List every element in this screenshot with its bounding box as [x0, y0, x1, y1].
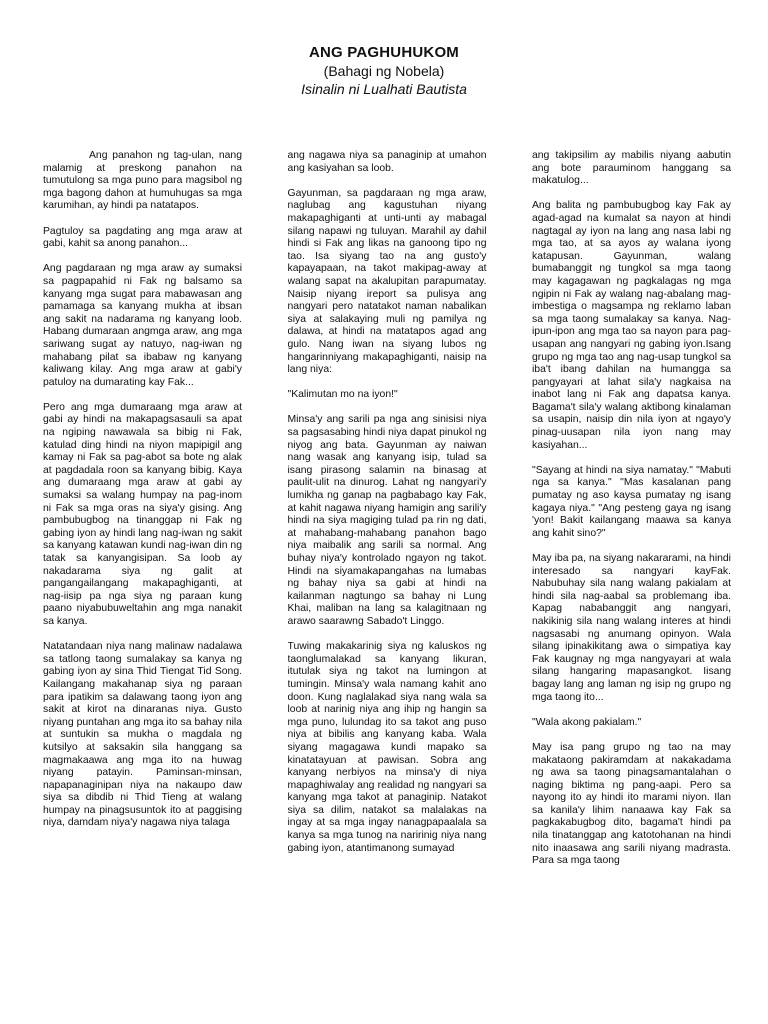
paragraph: "Wala akong pakialam." — [532, 716, 642, 728]
paragraph: ang nagawa niya sa panaginip at umahon ang kasiyahan sa loob. — [287, 150, 487, 174]
page-header — [0, 44, 768, 98]
paragraph: "Sayang at hindi na siya namatay." "Mabuti nga sa kanya." "Mas kasalanan pang pumatay ng aso kaysa pumatay ng isang kagaya niya." "Ang pesteng gaya ng isang 'yon! Bakit kailangang maawa sa kanya ang kahit sino?" — [532, 464, 731, 539]
paragraph: Tuwing makakarinig siya ng kaluskos ng taonglumalakad sa kanyang likuran, itutulak siya ng takot na lumingon at tumingin. Minsa'y wala namang kahit ano doon. Kung naglalakad siya nang wala sa loob at narinig niya ang ihip ng hangin sa mga puno, lulundag ito sa takot ang puso niya at bibilis ang kanyang kaba. Wala siyang magagawa kundi mapako sa kinatatayuan at pawisan. Sobra ang kanyang nerbiyos na minsa'y di niya mapaghiwalay ang realidad ng nangyari sa kanyang mga takot at panaginip. Natakot siya sa dilim, natakot sa malalakas na ingay at sa mga ingay nanagpapaalala sa kanya sa mga tunog na naririnig niya nang gabing iyon, atantimanong sumayad — [287, 641, 487, 854]
paragraph: May iba pa, na siyang nakararami, na hindi interesado sa nangyari kayFak. Nabubuhay sila nang walang pakialam at hindi sila nag-aabal sa problemang iba. Kapag nababanggit ang nangyari, nakikinig sila nang walang interes at hindi nagsasabi ng anumang opinyon. Wala silang ipinakikitang awa o simpatiya kay Fak kaugnay ng mga nangyayari at wala silang hangaring mapasangkot. Iisang bagay lang ang laman ng isip ng grupo ng mga taong ito... — [532, 553, 731, 703]
paragraph: May isa pang grupo ng tao na may makataong pakiramdam at nakakadama ng awa sa taong pinagsamantalahan o naging biktima ng pang-aapi. Pero sa nayong ito ay hindi ito marami niyon. Ilan sa kanila'y lihim nanaawa kay Fak sa pagkakabugbog dito, bagama't hindi pa nila tinatanggap ang katotohanan na hindi nito inaasawa ang sarili niyang madrasta. Para sa mga taong — [532, 741, 731, 867]
column-right — [532, 150, 731, 1020]
page-title: ANG PAGHUHUKOM — [308, 44, 460, 61]
paragraph: Pagtuloy sa pagdating ang mga araw at gabi, kahit sa anong panahon... — [43, 225, 242, 250]
paragraph: Natatandaan niya nang malinaw nadalawa sa tatlong taong sumalakay sa kanya ng gabing iyon ay sina Thid Tiengat Tid Song. Kailangang makahanap siya ng paraan para ipatikim sa dalawang taong iyon ang sakit at kirot na dinaranas niya. Gusto niyang puntahan ang mga ito sa bahay nila at suntukin sa mukha o magdala ng kutsilyo at saksakin sila hanggang sa magmakaawa ang mga ito na huwag niyang patayin. Paminsan-minsan, napapanaginipan niya na nakaupo daw siya sa dibdib ni Thid Tieng at walang humpay na pinagsusuntok ito at paggising niya, damdam niya'y nagawa niya talaga — [43, 641, 242, 829]
paragraph: Pero ang mga dumaraang mga araw at gabi ay hindi na makapagsasauli sa apat na ngiping nawawala sa bibig ni Fak, katulad ding hindi na niyon mapipigil ang kamay ni Fak sa pag-abot sa bote ng alak at pagdadala roon sa kanyang bibig. Kaya ang dumaraang mga araw at gabi ay sumaksi sa walang humpay na pag-inom ni Fak sa mga oras na siya'y gising. Ang pambubugbog na tinanggap ni Fak ng gabing iyon ay hindi lang nag-iwan ng sakit sa kanyang katawan kundi nag-iwan din ng tatak sa kanyangisipan. Sa loob ay nakadarama siya ng galit at pangangailangang makapaghiganti, at nag-iisip pa nga siya ng paraan kung paano niyabubuweltahin ang mga nanakit sa kanya. — [43, 401, 242, 627]
page-subtitle: (Bahagi ng Nobela) — [323, 63, 445, 79]
text-columns — [43, 150, 731, 1020]
paragraph: Minsa'y ang sarili pa nga ang sinisisi niya sa pagsasabing hindi niya dapat pinukol ng niyog ang bata. Gayunman ay naiwan nang wasak ang kanyang isip, tulad sa isang pirasong salamin na binasag at paulit-ulit na dinurog. Lahat ng nangyari'y lumikha ng ganap na pagbabago kay Fak, at kahit nagawa niyang hamigin ang sarili'y hindi na siya magiging tulad pa rin ng dati, at mahabang-mahabang panahon bago niya maibalik ang sarili sa normal. Ang buhay niya'y kontrolado ngayon ng takot. Hindi na siyamakapangahas na lumabas ng bahay niya sa gabi at hindi na kailanman nagtungo sa bahay ni Lung Khai, maliban na lang sa kalagitnaan ng arawo saarawng Sabado't Linggo. — [287, 414, 487, 627]
column-middle — [288, 150, 487, 1020]
paragraph: Ang panahon ng tag-ulan, nang malamig at preskong panahon na tumutulong sa mga puno para magsibol ng mga bagong dahon at humuhugas sa mga karumihan, ay hindi pa natatapos. — [43, 150, 242, 212]
translator-credit: Isinalin ni Lualhati Bautista — [301, 81, 467, 97]
paragraph: Ang pagdaraan ng mga araw ay sumaksi sa pagpapahid ni Fak ng balsamo sa kanyang mga sugat para mabawasan ang pamamaga sa kanyang mukha at ibsan ang sakit na nadarama ng kanyang loob. Habang dumaraan angmga araw, ang mga sariwang sugat ay natuyo, nag-iwan ng mahabang pilat sa ibabaw ng kanyang kaliwang kilay. Ang mga araw at gabi'y patuloy na dumarating kay Fak... — [43, 263, 242, 388]
paragraph: Ang balita ng pambubugbog kay Fak ay agad-agad na kumalat sa nayon at hindi nagtagal ay iyon na lang ang nasa labi ng mga tao, at sa ayos ay walana iyong katapusan. Gayunman, walang bumabanggit ng tungkol sa mga taong may kagagawan ng pagkalagas ng mga ngipin ni Fak ay walang nag-abalang mag-imbestiga o magsampa ng reklamo laban sa mga taong sumalakay sa kanya. Nag-ipun-ipon ang mga tao sa nayon para pag-usapan ang nangyari ng gabing iyon.Isang grupo ng mga tao ang nag-usap tungkol sa iba't ibang dahilan na humangga sa pangyayari at lahat sila'y nagkaisa na inabot lang ni Fak ang dapatsa kanya. Bagama't sila'y walang aktibong kinalaman sa usapin, naisip din nila iyon at ngayo'y pinag-uusapan nila iyon nang may kasiyahan... — [532, 200, 731, 451]
paragraph: Gayunman, sa pagdaraan ng mga araw, naglubag ang kagustuhan niyang makapaghiganti at unti-unti ay mabagal silang napawi ng tuluyan. Marahil ay dahil hindi si Fak ang likas na ganoong tipo ng tao. Isa siyang tao na ang gusto'y kapayapaan, na takot makipag-away at walang sapat na akalupitan parapumatay. Naisip niyang ireport sa pulisya ang nangyari pero natatakot naman nabalikan siya at salakaying muli ng pamilya ng dalawa, at hindi na matatapos agad ang gulo. Nang iwan na siyang lubos ng hangarinniyang makapaghiganti, naisip na lang niya: — [287, 187, 487, 376]
paragraph: ang takipsilim ay mabilis niyang aabutin ang bote parauminom hanggang sa makatulog... — [532, 150, 731, 187]
paragraph: "Kalimutan mo na iyon!" — [287, 389, 398, 401]
column-left — [43, 150, 242, 1020]
